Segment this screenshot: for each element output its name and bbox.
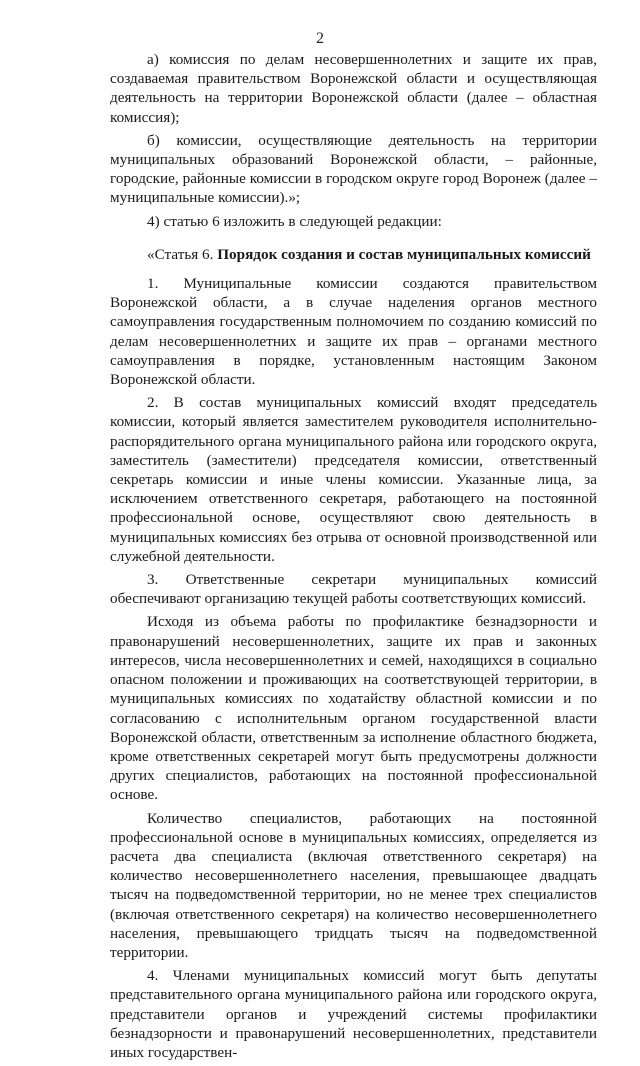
paragraph-amendment-4: 4) статью 6 изложить в следующей редакции: <box>147 212 442 230</box>
article-number: «Статья 6. <box>147 245 214 263</box>
article-paragraph-3-count: Количество специалистов, работающих на постоянной профессиональной основе в муниципальных комиссиях, определяется из расчета два специалиста (включая ответственного секретаря) на количество несовершеннолетнего населения, превышающее двадцать тысяч на подведомственной территории, но не менее трех специалистов (включая ответственного секретаря) на количество несовершеннолетнего населения, превышающего тридцать тысяч на подведомственной территории. <box>110 809 597 961</box>
article-paragraph-4: 4. Членами муниципальных комиссий могут быть депутаты представительного органа муниципального района или городского округа, представители органов и учреждений системы профилактики безнадзорности и правонарушений несовершеннолетних, представители иных государствен- <box>110 967 597 1061</box>
document-body <box>110 50 597 1066</box>
article-paragraph-3-staff: Исходя из объема работы по профилактике безнадзорности и правонарушений несовершеннолетних, защите их прав и законных интересов, числа несовершеннолетних и семей, находящихся в социально опасном положении и проживающих на соответствующей территории, в муниципальных комиссиях по ходатайству областной комиссии и по согласованию с исполнительным органом государственной власти Воронежской области, ответственным за исполнение областного бюджета, кроме ответственных секретарей могут быть предусмотрены должности других специалистов, работающих на постоянной профессиональной основе. <box>110 613 597 804</box>
paragraph-b: б) комиссии, осуществляющие деятельность на территории муниципальных образований Воронежской области, – районные, городские, районные комиссии в городском округе город Воронеж (далее – муниципальные комиссии).»; <box>110 131 597 207</box>
paragraph-a: а) комиссия по делам несовершеннолетних и защите их прав, создаваемая правительством Воронежской области и осуществляющая деятельность на территории Воронежской области (далее – областная комиссия); <box>110 51 597 126</box>
article-heading <box>110 245 597 264</box>
article-paragraph-3: 3. Ответственные секретари муниципальных комиссий обеспечивают организацию текущей работы соответствующих комиссий. <box>110 571 597 608</box>
page-number: 2 <box>316 30 324 47</box>
article-title: Порядок создания и состав муниципальных комиссий <box>217 245 591 263</box>
article-paragraph-1: 1. Муниципальные комиссии создаются правительством Воронежской области, а в случае наделения органов местного самоуправления государственным полномочием по созданию комиссий по делам несовершеннолетних и защите их прав – органами местного самоуправления в порядке, установленным настоящим Законом Воронежской области. <box>110 275 597 389</box>
article-paragraph-2: 2. В состав муниципальных комиссий входят председатель комиссии, который является заместителем руководителя исполнительно-распорядительного органа муниципального района или городского округа, заместитель (заместители) председателя комиссии, ответственный секретарь комиссии и иные члены комиссии. Указанные лица, за исключением ответственного секретаря, работающего на постоянной профессиональной основе, осуществляют свою деятельность в муниципальных комиссиях без отрыва от основной производственной или служебной деятельности. <box>110 394 597 565</box>
